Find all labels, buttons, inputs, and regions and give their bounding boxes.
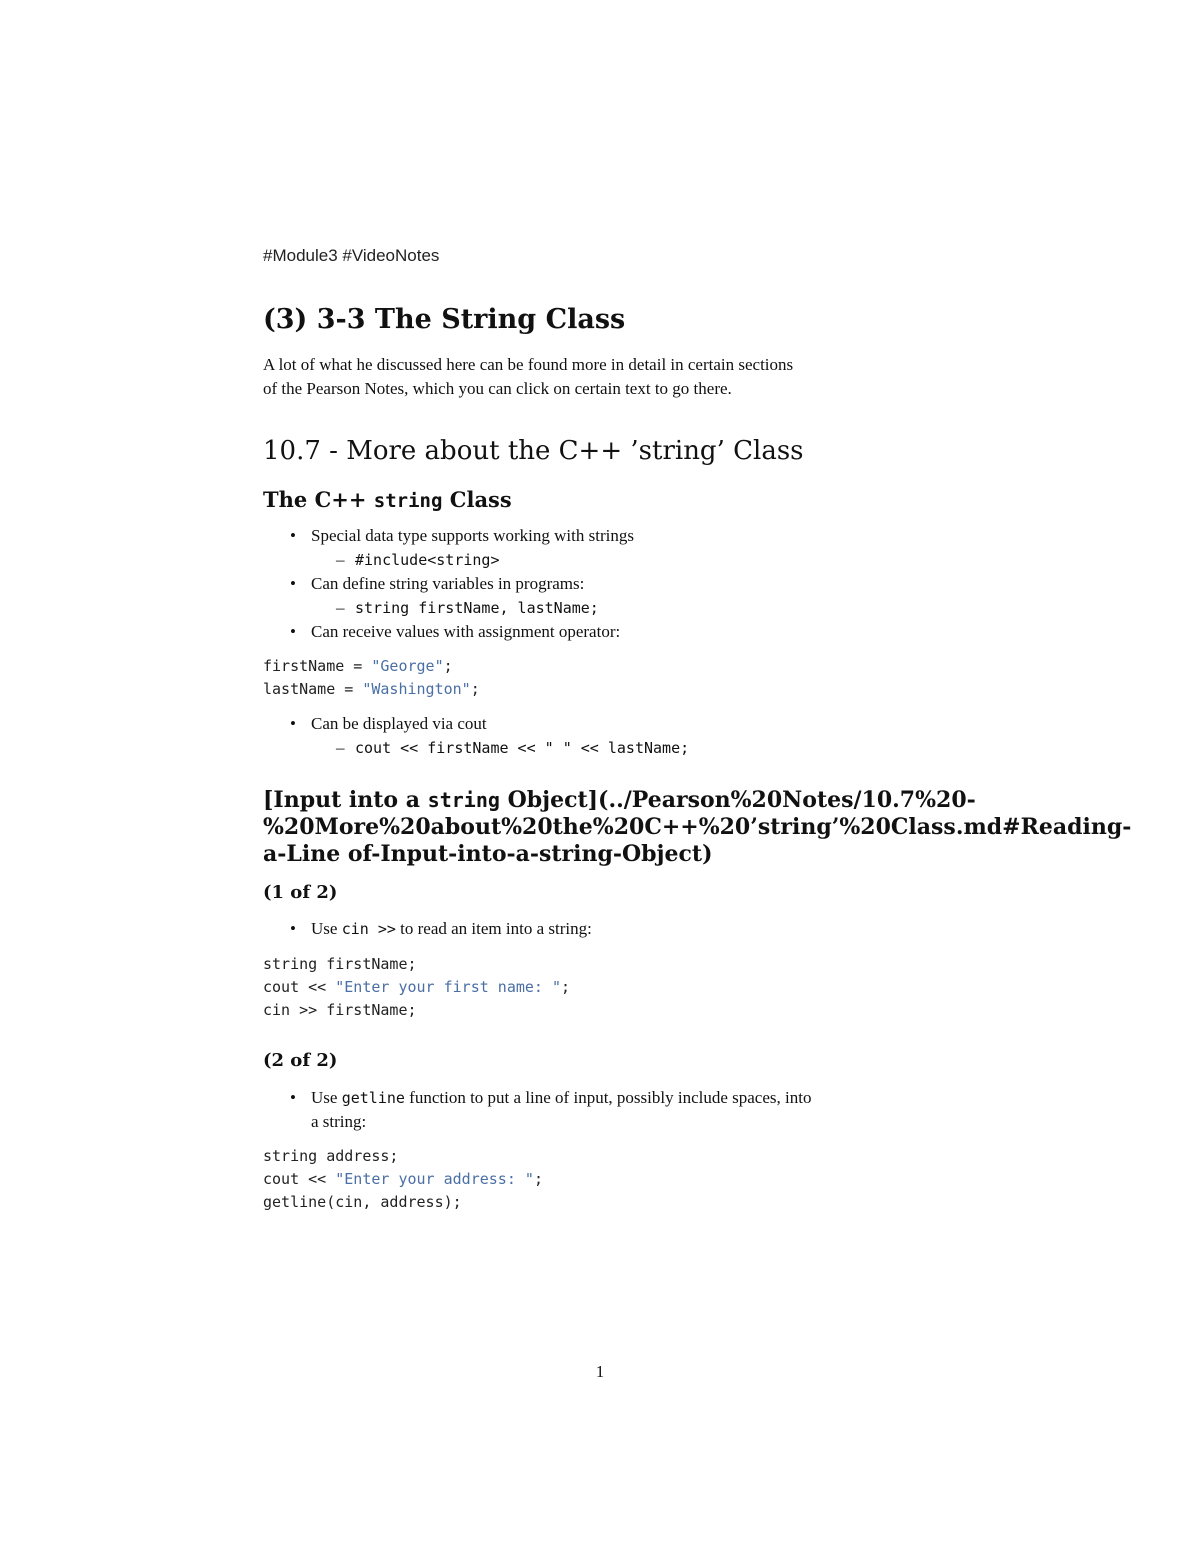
intro-line-2: of the Pearson Notes, which you can click on certain text to go there. xyxy=(263,379,732,398)
list-item-text: to read an item into a string: xyxy=(395,919,592,938)
dash-icon: – xyxy=(336,738,345,757)
bullet-icon: • xyxy=(290,714,296,733)
list-item xyxy=(263,524,963,572)
bullet-list-2 xyxy=(263,712,963,760)
code-text: firstName = xyxy=(263,657,372,675)
dash-icon: – xyxy=(336,550,345,569)
subsection-heading xyxy=(263,487,512,512)
code-string: "Enter your address: " xyxy=(335,1170,534,1188)
code-line xyxy=(263,976,570,999)
code-line xyxy=(263,1168,543,1191)
code-line xyxy=(263,999,570,1022)
list-item-text: Can receive values with assignment operator: xyxy=(311,622,621,641)
link-text[interactable]: [Input into a xyxy=(263,787,428,813)
list-item xyxy=(263,917,963,941)
code-string: "Washington" xyxy=(362,680,471,698)
sub-list-item xyxy=(311,548,963,572)
code-text: string address; xyxy=(263,1147,399,1165)
subsection-prefix: The C++ xyxy=(263,487,374,512)
subsection-suffix: Class xyxy=(442,487,512,512)
bullet-icon: • xyxy=(290,1088,296,1107)
link-heading-line-2[interactable]: %20More%20about%20the%20C++%20’string’%20Class.md#Reading- xyxy=(263,814,1132,840)
list-item-text: Use xyxy=(311,919,342,938)
code-block-3 xyxy=(263,1145,543,1214)
code-line xyxy=(263,1191,543,1214)
list-item-text: function to put a line of input, possibly include spaces, into xyxy=(404,1088,812,1107)
code-line xyxy=(263,678,480,701)
list-item xyxy=(263,1086,963,1134)
code-block-1 xyxy=(263,655,480,701)
bullet-icon: • xyxy=(290,622,296,641)
code-string: "George" xyxy=(371,657,444,675)
sub-list-code: cout << firstName << " " << lastName; xyxy=(355,739,690,757)
list-item-text: Can be displayed via cout xyxy=(311,714,487,733)
code-line xyxy=(263,655,480,678)
code-text: string firstName; xyxy=(263,955,417,973)
bullet-list-4 xyxy=(263,1086,963,1134)
tags-line[interactable]: #Module3 #VideoNotes xyxy=(263,246,440,265)
list-item xyxy=(263,620,963,644)
list-item-text: Use xyxy=(311,1088,342,1107)
section-heading: 10.7 - More about the C++ ’string’ Class xyxy=(263,436,804,466)
code-text: ; xyxy=(561,978,571,996)
code-text: cout << xyxy=(263,978,336,996)
link-text[interactable]: Object](../Pearson%20Notes/10.7%20- xyxy=(499,787,976,813)
code-text: ; xyxy=(533,1170,543,1188)
list-item-text: Special data type supports working with strings xyxy=(311,526,634,545)
code-text: cout << xyxy=(263,1170,336,1188)
link-heading[interactable] xyxy=(263,787,1132,868)
intro-paragraph xyxy=(263,353,963,401)
link-heading-line-1[interactable] xyxy=(263,787,1093,814)
link-heading-line-3[interactable]: a-Line of-Input-into-a-string-Object) xyxy=(263,841,713,867)
sub-list-item xyxy=(311,596,963,620)
part-1-label: (1 of 2) xyxy=(263,882,338,903)
sub-list xyxy=(311,736,963,760)
bullet-icon: • xyxy=(290,526,296,545)
sub-list xyxy=(311,596,963,620)
code-string: "Enter your first name: " xyxy=(335,978,562,996)
subsection-code: string xyxy=(373,490,443,512)
page-title: (3) 3-3 The String Class xyxy=(263,304,626,335)
bullet-icon: • xyxy=(290,919,296,938)
sub-list-item xyxy=(311,736,963,760)
code-block-2 xyxy=(263,953,570,1022)
link-code[interactable]: string xyxy=(427,788,500,812)
list-item xyxy=(263,572,963,620)
sub-list xyxy=(311,548,963,572)
dash-icon: – xyxy=(336,598,345,617)
code-text: ; xyxy=(443,657,453,675)
list-item-text: Can define string variables in programs: xyxy=(311,574,585,593)
part-2-label: (2 of 2) xyxy=(263,1050,338,1071)
code-text: ; xyxy=(470,680,480,698)
list-item xyxy=(263,712,963,760)
sub-list-code: #include<string> xyxy=(355,551,500,569)
code-line xyxy=(263,1145,543,1168)
list-item-text: a string: xyxy=(311,1112,367,1131)
intro-line-1: A lot of what he discussed here can be found more in detail in certain sections xyxy=(263,355,794,374)
list-item-code: cin >> xyxy=(341,920,396,938)
code-text: cin >> firstName; xyxy=(263,1001,417,1019)
bullet-list-1 xyxy=(263,524,963,644)
code-text: getline(cin, address); xyxy=(263,1193,462,1211)
code-line xyxy=(263,953,570,976)
code-text: lastName = xyxy=(263,680,363,698)
bullet-icon: • xyxy=(290,574,296,593)
list-item-code: getline xyxy=(341,1089,405,1107)
bullet-list-3 xyxy=(263,917,963,941)
sub-list-code: string firstName, lastName; xyxy=(355,599,599,617)
page-number: 1 xyxy=(595,1362,605,1381)
